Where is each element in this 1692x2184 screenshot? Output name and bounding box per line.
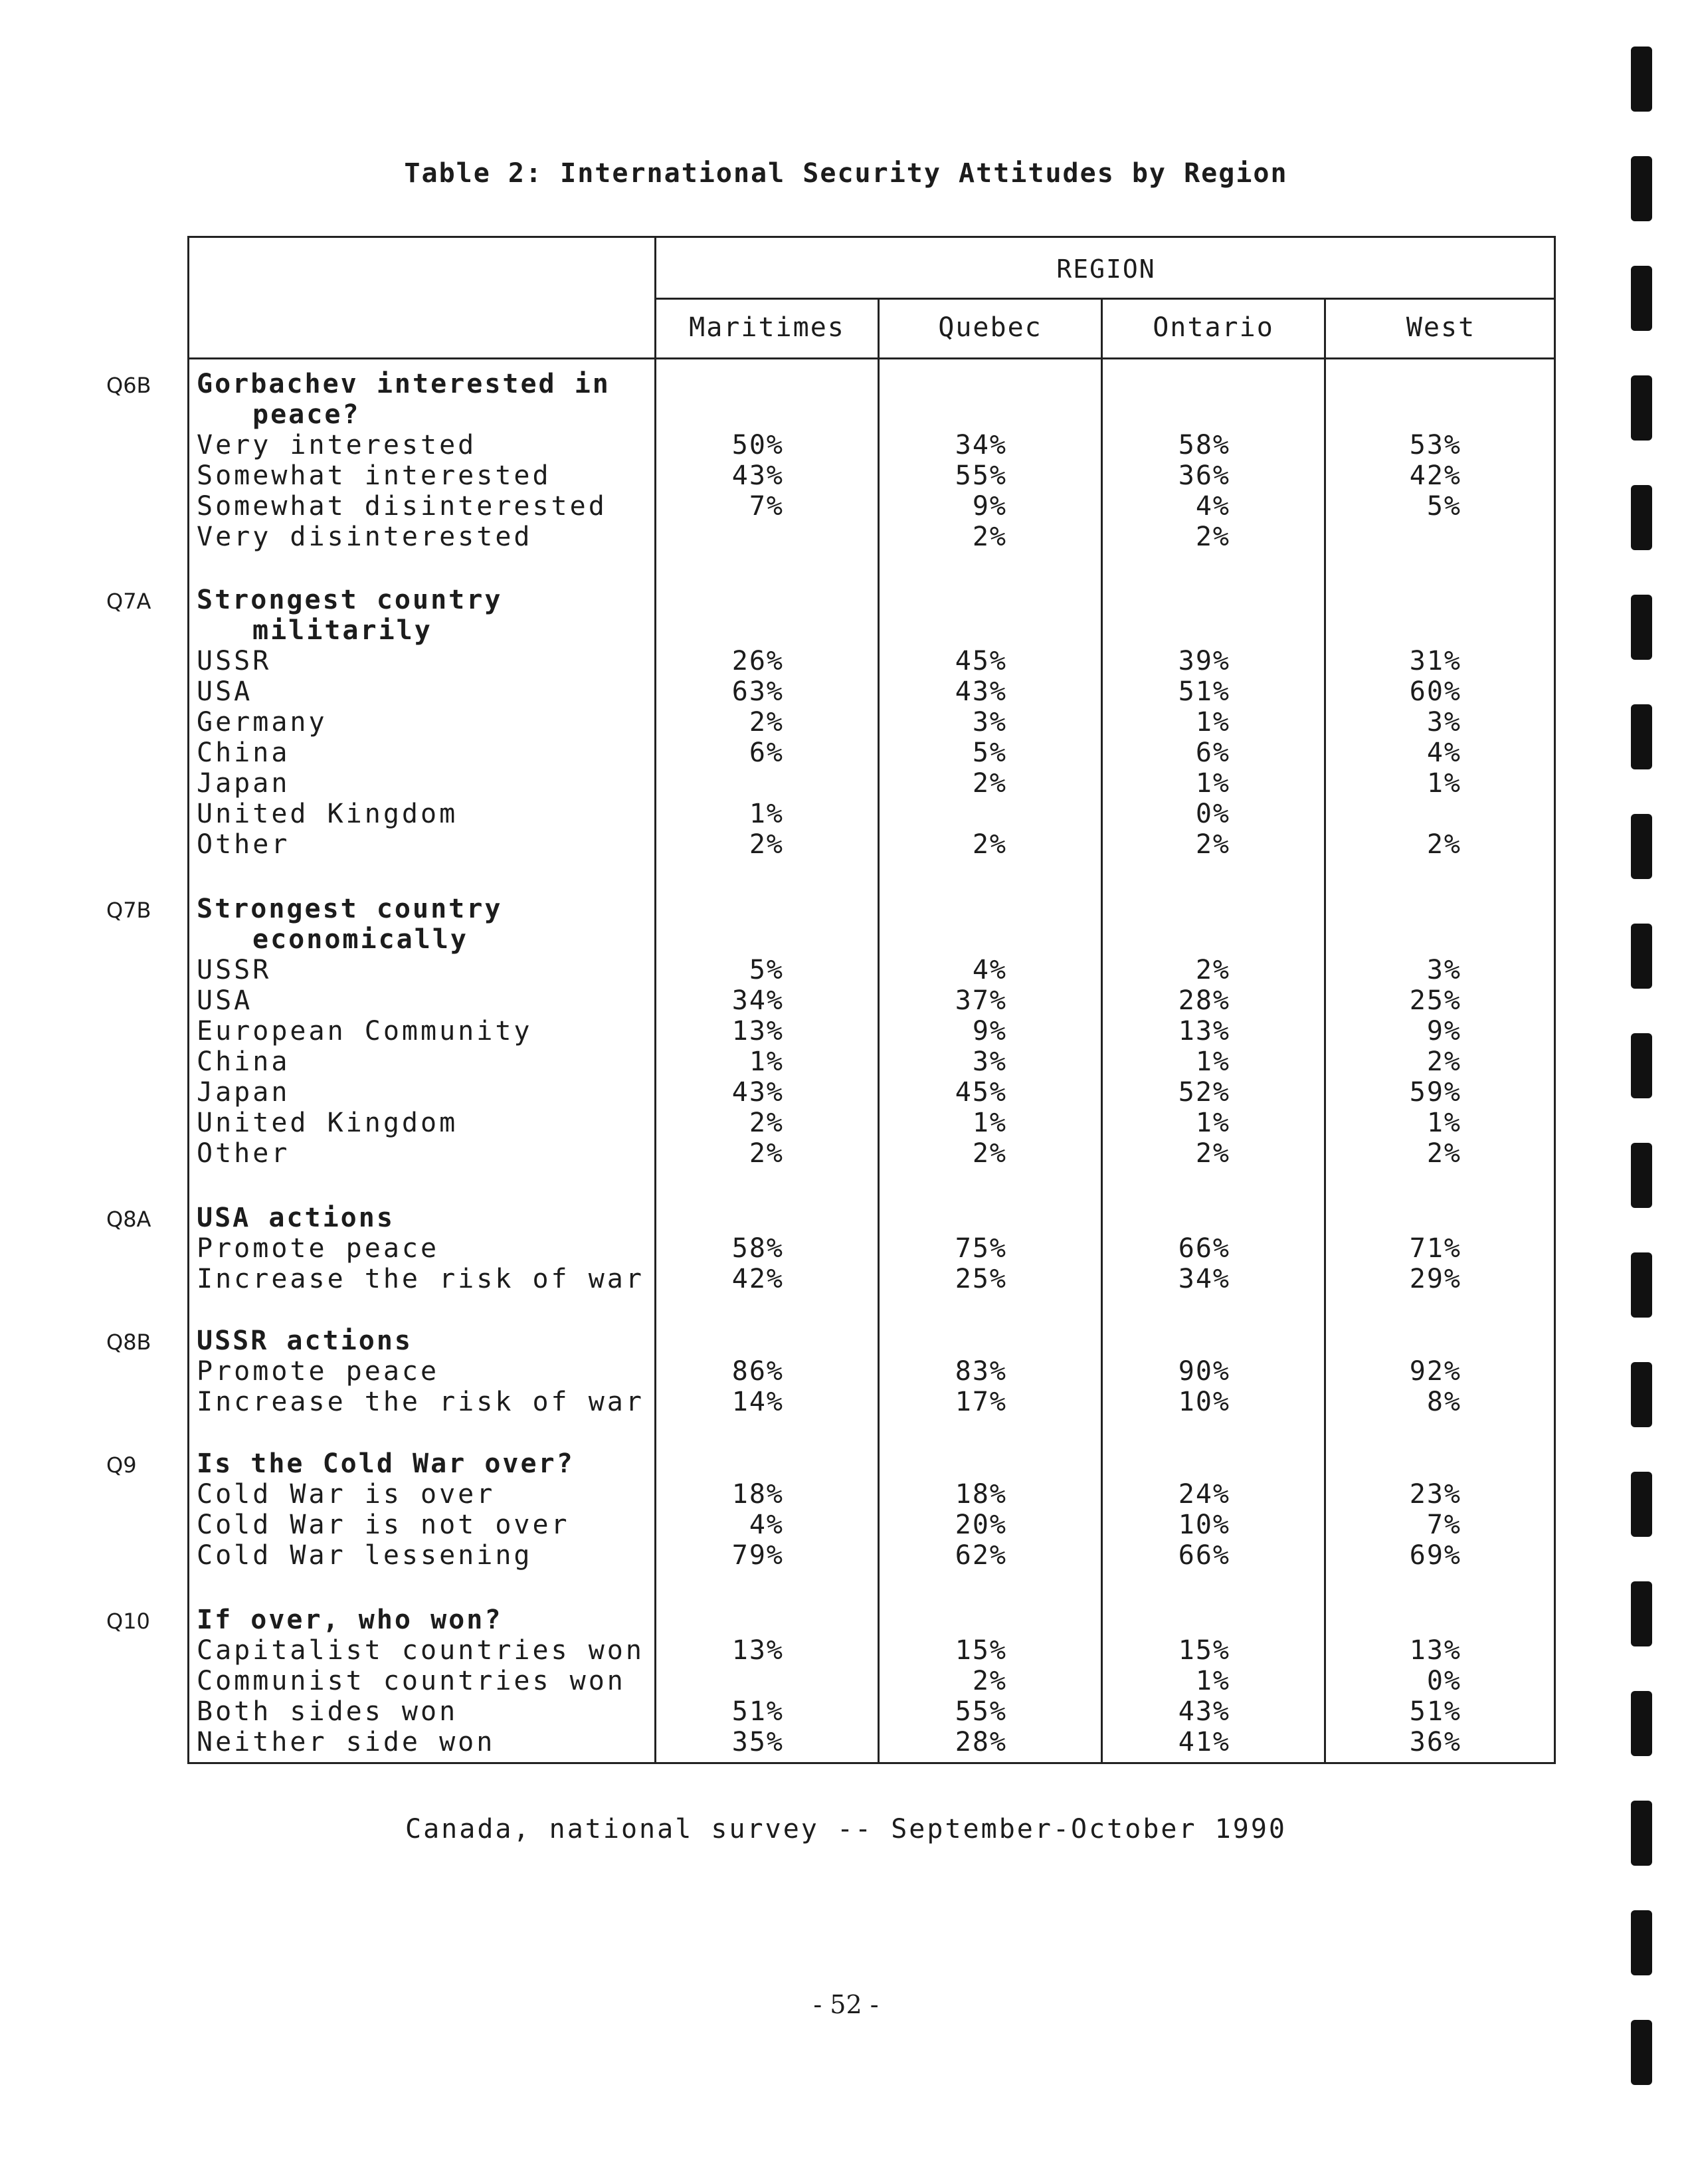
table-cell: 42% — [1409, 460, 1461, 491]
section-heading — [197, 894, 655, 955]
row-label: USSR — [197, 955, 272, 985]
column-header-quebec: Quebec — [938, 312, 1042, 343]
table-cell: 51% — [1178, 676, 1230, 707]
column-header-maritimes: Maritimes — [689, 312, 845, 343]
row-label: United Kingdom — [197, 1108, 458, 1138]
table-cell: 13% — [1409, 1635, 1461, 1666]
table-cell: 34% — [731, 985, 784, 1016]
table-cell: 20% — [955, 1510, 1007, 1540]
question-code: Q7A — [106, 589, 151, 614]
table-cell: 2% — [749, 1108, 784, 1138]
binder-hole — [1631, 814, 1652, 879]
table-cell: 9% — [1426, 1016, 1461, 1046]
table-cell: 69% — [1409, 1540, 1461, 1571]
table-cell: 1% — [1195, 1046, 1230, 1077]
table-cell: 18% — [955, 1479, 1007, 1510]
table-cell: 1% — [972, 1108, 1007, 1138]
row-label: Both sides won — [197, 1696, 458, 1727]
table-cell: 2% — [972, 1138, 1007, 1169]
table-cell: 2% — [1426, 829, 1461, 860]
table-cell: 1% — [749, 799, 784, 829]
section-heading-line: peace? — [252, 399, 361, 430]
binder-hole — [1631, 2020, 1652, 2085]
table-cell: 25% — [955, 1264, 1007, 1294]
section-heading — [197, 369, 655, 430]
section-heading-line: Strongest country — [197, 585, 503, 615]
table-cell: 24% — [1178, 1479, 1230, 1510]
table-cell: 8% — [1426, 1387, 1461, 1417]
table-cell: 2% — [749, 829, 784, 860]
binder-hole — [1631, 266, 1652, 331]
row-label: Somewhat interested — [197, 460, 551, 491]
binder-hole — [1631, 1801, 1652, 1866]
question-code: Q8A — [106, 1207, 151, 1232]
table-cell: 7% — [749, 491, 784, 522]
table-cell: 3% — [972, 1046, 1007, 1077]
table-cell: 6% — [749, 738, 784, 768]
table-cell: 6% — [1195, 738, 1230, 768]
table-title: Table 2: International Security Attitudes by Region — [404, 158, 1288, 189]
row-label: Cold War lessening — [197, 1540, 533, 1571]
row-label: China — [197, 738, 290, 768]
table-cell: 45% — [955, 1077, 1007, 1108]
table-cell: 66% — [1178, 1233, 1230, 1264]
section-heading-line: USSR actions — [197, 1326, 413, 1356]
table-cell: 10% — [1178, 1387, 1230, 1417]
table-cell: 58% — [1178, 430, 1230, 460]
binder-hole — [1631, 1362, 1652, 1427]
binder-hole — [1631, 47, 1652, 112]
table-cell: 15% — [955, 1635, 1007, 1666]
table-cell: 35% — [731, 1727, 784, 1757]
section-heading — [197, 585, 655, 646]
table-cell: 1% — [749, 1046, 784, 1077]
table-cell: 90% — [1178, 1356, 1230, 1387]
binder-hole — [1631, 1472, 1652, 1537]
table-cell: 2% — [972, 522, 1007, 552]
table-cell: 79% — [731, 1540, 784, 1571]
table-cell: 55% — [955, 1696, 1007, 1727]
table-cell: 9% — [972, 491, 1007, 522]
table-cell: 4% — [972, 955, 1007, 985]
table-cell: 36% — [1409, 1727, 1461, 1757]
table-cell: 52% — [1178, 1077, 1230, 1108]
table-cell: 2% — [1195, 829, 1230, 860]
section-heading — [197, 1448, 655, 1479]
table-cell: 13% — [731, 1635, 784, 1666]
table-cell: 1% — [1195, 768, 1230, 799]
section-heading-line: Gorbachev interested in — [197, 369, 611, 399]
table-cell: 2% — [972, 768, 1007, 799]
row-label: Increase the risk of war — [197, 1387, 644, 1417]
table-cell: 59% — [1409, 1077, 1461, 1108]
binder-hole — [1631, 1910, 1652, 1975]
table-cell: 51% — [1409, 1696, 1461, 1727]
binder-hole — [1631, 485, 1652, 550]
table-cell: 1% — [1195, 1666, 1230, 1696]
table-cell: 43% — [955, 676, 1007, 707]
table-cell: 92% — [1409, 1356, 1461, 1387]
table-cell: 13% — [731, 1016, 784, 1046]
row-label: Very disinterested — [197, 522, 533, 552]
section-heading-line: Strongest country — [197, 894, 503, 924]
section-heading-line: militarily — [252, 615, 432, 646]
table-cell: 14% — [731, 1387, 784, 1417]
table-cell: 9% — [972, 1016, 1007, 1046]
table-cell: 2% — [1195, 1138, 1230, 1169]
section-heading — [197, 1605, 655, 1635]
row-label: USSR — [197, 646, 272, 676]
row-label: Capitalist countries won — [197, 1635, 644, 1666]
binder-hole — [1631, 1143, 1652, 1208]
table-cell: 34% — [955, 430, 1007, 460]
table-cell: 43% — [731, 460, 784, 491]
table-cell: 28% — [955, 1727, 1007, 1757]
binder-hole — [1631, 1033, 1652, 1098]
section-heading-line: If over, who won? — [197, 1605, 503, 1635]
table-cell: 63% — [731, 676, 784, 707]
table-cell: 18% — [731, 1479, 784, 1510]
table-cell: 1% — [1426, 1108, 1461, 1138]
binder-hole — [1631, 1691, 1652, 1756]
table-cell: 3% — [972, 707, 1007, 738]
question-code: Q8B — [106, 1330, 151, 1355]
table-cell: 2% — [972, 1666, 1007, 1696]
table-cell: 66% — [1178, 1540, 1230, 1571]
table-cell: 4% — [749, 1510, 784, 1540]
row-label: Neither side won — [197, 1727, 496, 1757]
section-heading — [197, 1326, 655, 1356]
table-cell: 41% — [1178, 1727, 1230, 1757]
row-label: Cold War is not over — [197, 1510, 570, 1540]
table-cell: 86% — [731, 1356, 784, 1387]
table-cell: 37% — [955, 985, 1007, 1016]
table-cell: 29% — [1409, 1264, 1461, 1294]
row-label: USA — [197, 985, 253, 1016]
row-label: Increase the risk of war — [197, 1264, 644, 1294]
row-label: Very interested — [197, 430, 477, 460]
table-cell: 0% — [1195, 799, 1230, 829]
table-cell: 3% — [1426, 955, 1461, 985]
row-label: Somewhat disinterested — [197, 491, 607, 522]
table-cell: 5% — [1426, 491, 1461, 522]
section-heading-line: economically — [252, 924, 468, 955]
table-cell: 2% — [1426, 1138, 1461, 1169]
row-label: Japan — [197, 1077, 290, 1108]
table-cell: 53% — [1409, 430, 1461, 460]
table-cell: 34% — [1178, 1264, 1230, 1294]
page-number: - 52 - — [813, 1990, 879, 2019]
section-heading — [197, 1203, 655, 1233]
table-cell: 7% — [1426, 1510, 1461, 1540]
row-label: Promote peace — [197, 1356, 440, 1387]
table-cell: 2% — [1426, 1046, 1461, 1077]
table-cell: 83% — [955, 1356, 1007, 1387]
row-label: Promote peace — [197, 1233, 440, 1264]
table-cell: 42% — [731, 1264, 784, 1294]
divider — [1324, 298, 1326, 1762]
row-label: Cold War is over — [197, 1479, 496, 1510]
table-cell: 28% — [1178, 985, 1230, 1016]
region-header: REGION — [1056, 254, 1156, 284]
section-heading-line: USA actions — [197, 1203, 395, 1233]
table-cell: 55% — [955, 460, 1007, 491]
table-cell: 5% — [972, 738, 1007, 768]
question-code: Q6B — [106, 373, 151, 398]
table-cell: 45% — [955, 646, 1007, 676]
row-label: European Community — [197, 1016, 533, 1046]
question-code: Q10 — [106, 1609, 150, 1634]
table-cell: 1% — [1195, 707, 1230, 738]
row-label: Other — [197, 829, 290, 860]
table-cell: 17% — [955, 1387, 1007, 1417]
source-note: Canada, national survey -- September-October 1990 — [405, 1814, 1287, 1844]
table-cell: 50% — [731, 430, 784, 460]
table-cell: 3% — [1426, 707, 1461, 738]
table-cell: 31% — [1409, 646, 1461, 676]
binder-hole — [1631, 375, 1652, 441]
column-header-ontario: Ontario — [1153, 312, 1274, 343]
binder-hole — [1631, 595, 1652, 660]
table-cell: 15% — [1178, 1635, 1230, 1666]
row-label: Other — [197, 1138, 290, 1169]
table-cell: 10% — [1178, 1510, 1230, 1540]
divider — [189, 357, 1554, 359]
table-cell: 13% — [1178, 1016, 1230, 1046]
binder-hole — [1631, 924, 1652, 989]
table-cell: 26% — [731, 646, 784, 676]
table-cell: 4% — [1195, 491, 1230, 522]
table-cell: 1% — [1426, 768, 1461, 799]
table-cell: 2% — [749, 1138, 784, 1169]
table-cell: 58% — [731, 1233, 784, 1264]
table-cell: 43% — [1178, 1696, 1230, 1727]
table-cell: 5% — [749, 955, 784, 985]
table-cell: 2% — [1195, 955, 1230, 985]
column-header-west: West — [1406, 312, 1476, 343]
table-cell: 75% — [955, 1233, 1007, 1264]
table-cell: 60% — [1409, 676, 1461, 707]
binder-hole — [1631, 1252, 1652, 1318]
table-cell: 4% — [1426, 738, 1461, 768]
table-cell: 62% — [955, 1540, 1007, 1571]
table-cell: 43% — [731, 1077, 784, 1108]
table-cell: 2% — [972, 829, 1007, 860]
row-label: Communist countries won — [197, 1666, 626, 1696]
row-label: Japan — [197, 768, 290, 799]
table-cell: 0% — [1426, 1666, 1461, 1696]
question-code: Q7B — [106, 898, 151, 923]
table-cell: 2% — [1195, 522, 1230, 552]
table-cell: 39% — [1178, 646, 1230, 676]
table-cell: 51% — [731, 1696, 784, 1727]
divider — [654, 298, 1554, 300]
row-label: United Kingdom — [197, 799, 458, 829]
binder-hole — [1631, 704, 1652, 769]
table-cell: 2% — [749, 707, 784, 738]
table-cell: 1% — [1195, 1108, 1230, 1138]
question-code: Q9 — [106, 1452, 137, 1478]
table-cell: 23% — [1409, 1479, 1461, 1510]
row-label: China — [197, 1046, 290, 1077]
row-label: USA — [197, 676, 253, 707]
binder-hole — [1631, 1581, 1652, 1646]
section-heading-line: Is the Cold War over? — [197, 1448, 575, 1479]
binder-hole — [1631, 156, 1652, 221]
table-cell: 25% — [1409, 985, 1461, 1016]
row-label: Germany — [197, 707, 328, 738]
table-cell: 71% — [1409, 1233, 1461, 1264]
table-cell: 36% — [1178, 460, 1230, 491]
